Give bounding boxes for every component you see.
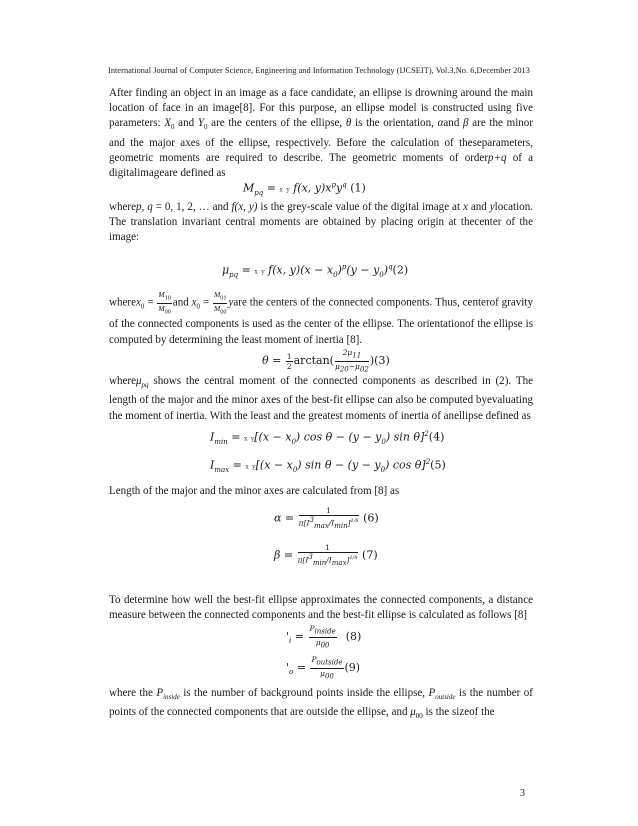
equation-3: θ = $\frac{1}{2}$ arctan( $\frac{2\mu_{11}}{\mu_{20}-\mu_{02}}$ )(3) [262,348,390,373]
equation-7: β = $\frac{1}{\pi[I^3_{min}/I_{max}]^{1/8}}$ (7) [274,543,378,567]
equation-5: $I_{max} = x$ $y[(x - x_0)$ $\sin \theta - (y - y_0)$ cos θ]$^2$(5) [210,458,446,474]
equation-8: '$_i$ = $\frac{P_{inside}}{\mu_{00}}$ (8) [286,624,362,649]
paragraph-inertia: whereμ$_{pq}$ shows the central moment of the connected components as described in (2). The length of the major and the minor axes of the best-fit ellipse can also be computed byevaluating the moment of inertia. With the least and the greatest moments of inertia of anellipse defined as [109,375,533,422]
page-number: 3 [520,788,525,799]
fraction-m10-m00: $\frac{M_{10}}{M_{00}}$ [158,290,171,315]
equation-6: α = $\frac{1}{\pi[I^3_{max}/I_{min}]^{1/8}}$ (6) [274,506,379,530]
journal-header: International Journal of Computer Science, Engineering and Information Technology (IJCSEIT), Vol.3,No. 6,December 2013 [108,66,530,75]
paragraph-distance: To determine how well the best-fit ellipse approximates the connected components, a distance measure between the connected components and the best-fit ellipse is calculated as follows [8] [109,594,533,622]
equation-9: '$_o$ = $\frac{P_{outside}}{\mu_{00}}$ (9) [286,655,361,680]
equation-4: $I_{min} = x$ $y[(x - x_0)$ $\cos \theta - (y - y_0)$ sin θ]$^2$(4) [210,430,445,446]
paragraph-centers: wherex$_0$ = $\frac{M_{10}}{M_{00}}$ and $x_0$ = $\frac{M_{01}}{M_{00}}$ yare the centers of the connected components. Thus, centerof gravity of the connected components is used as the center of the ellipse. The orientationof the ellipse is computed by determining the least moment of inertia [8]. [109,290,533,346]
fraction-m01-m00: $\frac{M_{01}}{M_{00}}$ [213,290,227,315]
paragraph-intro: After finding an object in an image as a face candidate, an ellipse is drowning around the main location of face in an image[8]. For this purpose, an ellipse model is constructed using five parameters: $X_0$ and $Y_0$ are the centers of the ellipse, θ is the orientation, αand β are the minor and the major axes of the ellipse, respectively. Before the calculation of theseparameters, geometric moments are required to describe. The geometric moments of orderp+q of a digitalimageare defined as [109,87,534,180]
paragraph-definitions: where the $P_{inside}$ is the number of background points inside the ellipse, $P_{outside}$ is the number of points of the connected components that are outside the ellipse, and $\mu_{00}$ is the sizeof the [109,687,533,721]
equation-2: $\mu_{pq} = x$ y f(x, $y)(x - x_0)^p(y - y_0)^q(2)$ [222,263,409,279]
equation-1: $M_{pq} = x$ y f(x, $y)x^py^q$ (1) [243,181,366,197]
paragraph-central-moments: wherep, q = 0, 1, 2, … and f(x, y) is the grey-scale value of the digital image at x and ylocation. The translation invariant central moments are obtained by placing origin at thecenter of the image: [109,201,533,244]
paragraph-axes: Length of the major and the minor axes are calculated from [8] as [109,485,400,497]
